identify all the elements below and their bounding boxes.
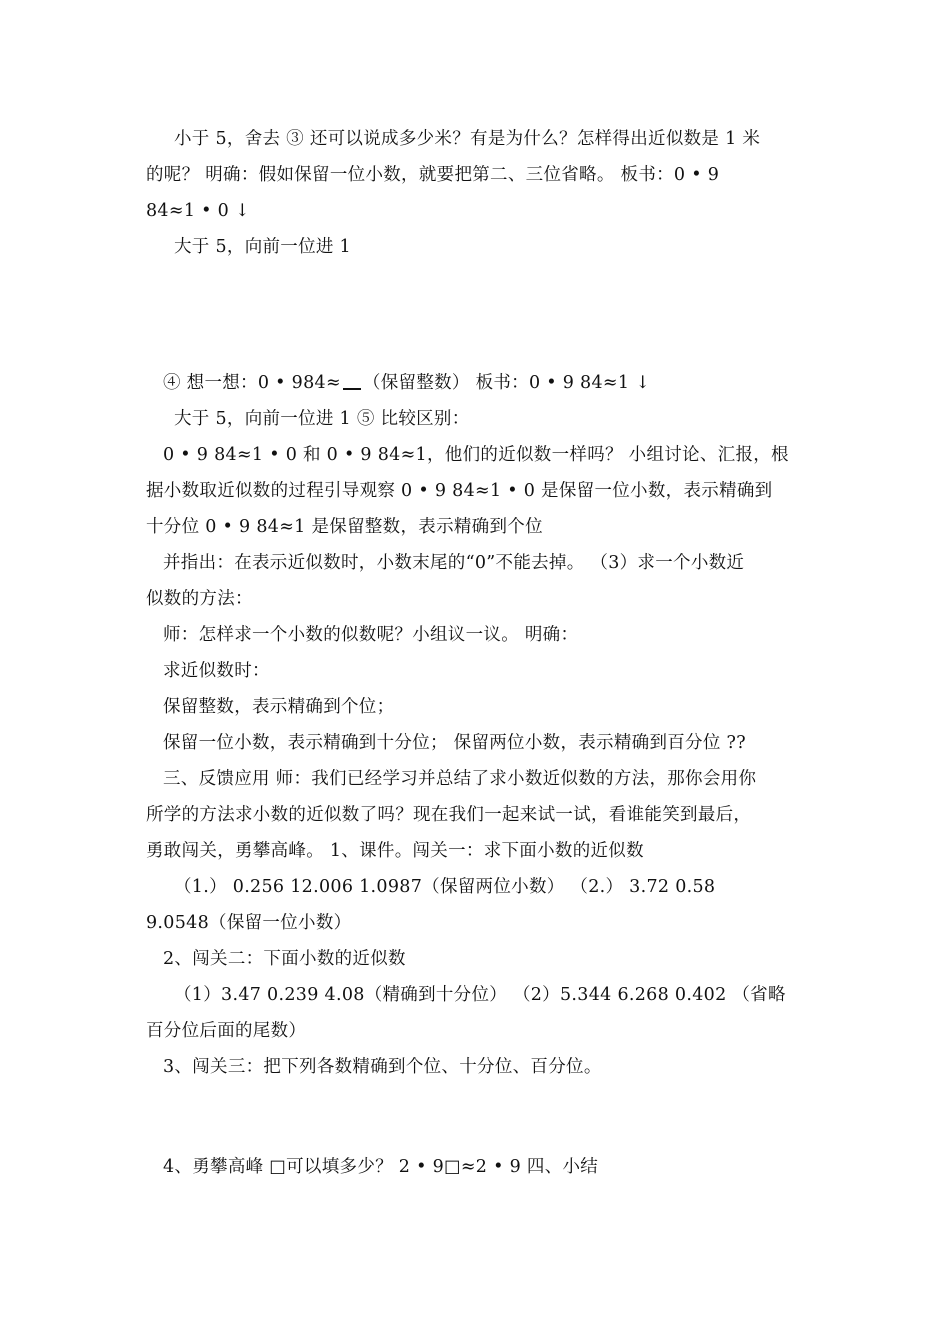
down-arrow-icon: ↓ [635, 373, 651, 393]
text-line: 十分位 0 • 9 84≈1 是保留整数，表示精确到个位 [146, 517, 543, 537]
text-span: 84≈1 • 0 [146, 201, 230, 221]
text-span: ④ 想一想：0 • 984≈ [163, 373, 341, 393]
text-line: 并指出：在表示近似数时，小数末尾的“0”不能去掉。 （3）求一个小数近 [163, 553, 745, 573]
text-line: （1）3.47 0.239 4.08（精确到十分位） （2）5.344 6.268 0.402 （省略 [174, 985, 786, 1005]
text-line: 据小数取近似数的过程引导观察 0 • 9 84≈1 • 0 是保留一位小数，表示精确到 [146, 481, 773, 501]
text-line: 所学的方法求小数的近似数了吗？现在我们一起来试一试，看谁能笑到最后， [146, 805, 752, 825]
text-span: （保留整数） 板书：0 • 9 84≈1 [362, 373, 630, 393]
text-line: 2、闯关二：下面小数的近似数 [163, 949, 406, 969]
text-line: 师：怎样求一个小数的似数呢？小组议一议。 明确： [163, 625, 579, 645]
text-line: 大于 5，向前一位进 1 ⑤ 比较区别： [174, 409, 470, 429]
text-line: 小于 5，舍去 ③ 还可以说成多少米？有是为什么？怎样得出近似数是 1 米 [174, 129, 761, 149]
text-line: 大于 5，向前一位进 1 [174, 237, 351, 257]
text-line: 3、闯关三：把下列各数精确到个位、十分位、百分位。 [163, 1057, 602, 1077]
text-line: （1.） 0.256 12.006 1.0987（保留两位小数） （2.） 3.72 0.58 [174, 877, 716, 897]
text-line: 4、勇攀高峰 □可以填多少？ 2 • 9□≈2 • 9 四、小结 [163, 1157, 599, 1177]
text-line: 三、反馈应用 师：我们已经学习并总结了求小数近似数的方法，那你会用你 [163, 769, 757, 789]
text-line: 似数的方法： [146, 589, 253, 609]
text-line: 求近似数时： [163, 661, 270, 681]
text-line: 9.0548（保留一位小数） [146, 913, 352, 933]
text-line: 百分位后面的尾数） [146, 1021, 307, 1041]
text-line: 保留一位小数，表示精确到十分位； 保留两位小数，表示精确到百分位 ?? [163, 733, 746, 753]
text-line: 勇敢闯关，勇攀高峰。 1、课件。闯关一：求下面小数的近似数 [146, 841, 644, 861]
text-line-with-blank [163, 371, 650, 395]
text-line: 保留整数，表示精确到个位； [163, 697, 395, 717]
text-line: 的呢？ 明确：假如保留一位小数，就要把第二、三位省略。 板书：0 • 9 [146, 165, 720, 185]
fill-in-blank [343, 373, 361, 390]
text-line-with-arrow [146, 199, 250, 223]
down-arrow-icon: ↓ [235, 201, 251, 221]
text-line: 0 • 9 84≈1 • 0 和 0 • 9 84≈1，他们的近似数一样吗？ 小组讨论、汇报，根 [163, 445, 789, 465]
